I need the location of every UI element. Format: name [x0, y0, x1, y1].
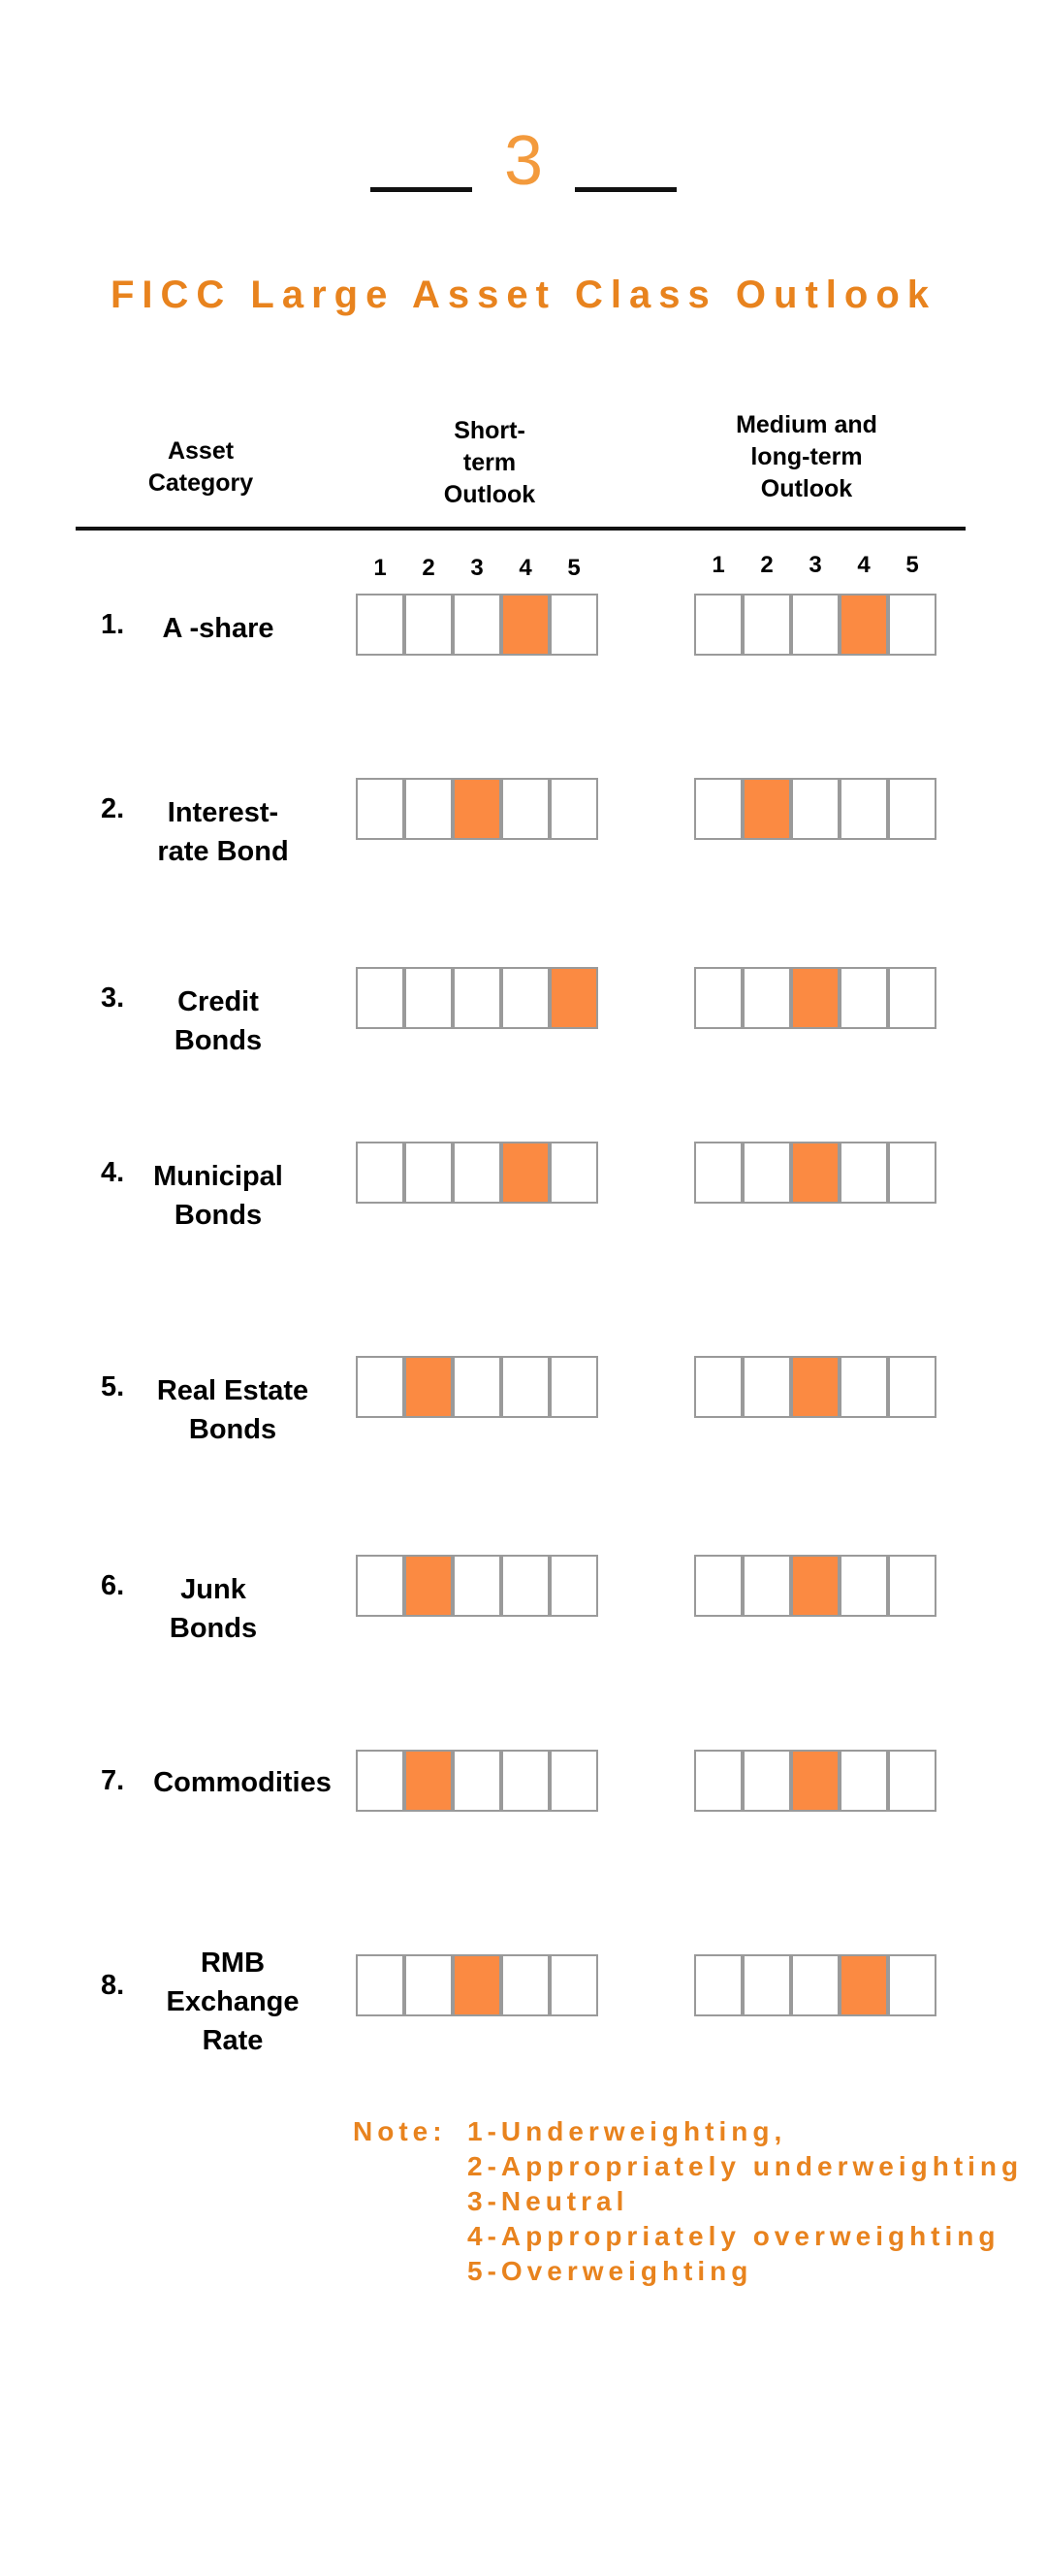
medium-long-term-rating-box: [840, 1555, 888, 1617]
medium-long-term-rating-box: [791, 967, 840, 1029]
medium-long-term-rating-box: [840, 1750, 888, 1812]
section-number: 3: [503, 122, 544, 200]
row-number: 1.: [101, 609, 125, 640]
medium-long-term-rating-box: [791, 594, 840, 656]
medium-long-term-rating-box: [694, 594, 743, 656]
scale-number: 1: [712, 552, 725, 578]
scale-number: 3: [470, 555, 484, 581]
medium-long-term-rating-box: [888, 1954, 936, 2016]
medium-long-term-rating-box: [743, 778, 791, 840]
short-term-rating-box: [501, 967, 550, 1029]
short-term-rating-box: [356, 1142, 404, 1204]
header-medium-long-term-outlook: Medium and long-term Outlook: [736, 411, 877, 502]
row-label: Municipal Bonds: [153, 1161, 283, 1231]
short-term-rating-box: [356, 1555, 404, 1617]
short-term-rating-box: [404, 594, 453, 656]
short-term-rating-box: [550, 1750, 598, 1812]
short-term-rating-box: [404, 1750, 453, 1812]
short-term-rating-box: [453, 594, 501, 656]
short-term-rating-box: [453, 1750, 501, 1812]
short-term-rating-box: [404, 1142, 453, 1204]
row-label: Commodities: [153, 1767, 332, 1798]
medium-long-term-rating-box: [888, 1750, 936, 1812]
row-number: 5.: [101, 1371, 125, 1402]
medium-long-term-rating-box: [888, 778, 936, 840]
short-term-rating-box: [501, 1555, 550, 1617]
medium-long-term-rating-box: [791, 1142, 840, 1204]
medium-long-term-rating-box: [791, 1954, 840, 2016]
short-term-rating-box: [501, 778, 550, 840]
note-line-1: 1-Underweighting,: [467, 2116, 787, 2146]
medium-long-term-rating-box: [888, 967, 936, 1029]
medium-long-term-rating-box: [840, 1356, 888, 1418]
short-term-rating-box: [550, 967, 598, 1029]
short-term-rating-box: [501, 1954, 550, 2016]
medium-long-term-rating-box: [743, 1142, 791, 1204]
medium-long-term-rating-box: [840, 967, 888, 1029]
scale-number: 1: [373, 555, 387, 581]
short-term-rating-box: [404, 967, 453, 1029]
medium-long-term-rating-box: [743, 594, 791, 656]
medium-long-term-rating-box: [791, 1750, 840, 1812]
short-term-rating-box: [550, 1954, 598, 2016]
medium-long-term-rating-box: [694, 1954, 743, 2016]
row-number: 2.: [101, 793, 125, 824]
short-term-rating-box: [501, 1750, 550, 1812]
short-term-rating-box: [501, 594, 550, 656]
row-number: 3.: [101, 982, 125, 1014]
medium-long-term-rating-box: [694, 1555, 743, 1617]
scale-number: 5: [905, 552, 919, 578]
scale-number: 2: [422, 555, 435, 581]
medium-long-term-rating-box: [694, 1142, 743, 1204]
medium-long-term-rating-box: [791, 778, 840, 840]
short-term-rating-box: [356, 1954, 404, 2016]
row-label: A -share: [162, 613, 274, 644]
short-term-rating-box: [356, 1750, 404, 1812]
row-label: Junk Bonds: [169, 1574, 258, 1644]
scale-number: 2: [760, 552, 774, 578]
medium-long-term-rating-box: [791, 1356, 840, 1418]
short-term-rating-box: [404, 778, 453, 840]
title-rule-right: [575, 187, 677, 192]
scale-number: 3: [809, 552, 822, 578]
note-line-4: 4-Appropriately overweighting: [467, 2221, 1000, 2251]
short-term-rating-box: [501, 1356, 550, 1418]
row-number: 7.: [101, 1765, 125, 1796]
header-short-term-outlook: Short- term Outlook: [443, 417, 536, 508]
row-number: 6.: [101, 1570, 125, 1601]
short-term-rating-box: [404, 1954, 453, 2016]
short-term-rating-box: [550, 594, 598, 656]
short-term-rating-box: [453, 1142, 501, 1204]
note-label: Note:: [353, 2116, 447, 2146]
short-term-rating-box: [356, 1356, 404, 1418]
short-term-rating-box: [453, 967, 501, 1029]
header-asset-category: Asset Category: [147, 437, 254, 497]
scale-number: 5: [567, 555, 581, 581]
short-term-rating-box: [550, 1142, 598, 1204]
medium-long-term-rating-box: [694, 1356, 743, 1418]
medium-long-term-rating-box: [743, 1750, 791, 1812]
note-lines: [467, 2114, 1023, 2289]
medium-long-term-rating-box: [840, 778, 888, 840]
medium-long-term-rating-box: [743, 1356, 791, 1418]
medium-long-term-rating-box: [840, 1142, 888, 1204]
row-number: 8.: [101, 1970, 125, 2001]
short-term-rating-box: [453, 1555, 501, 1617]
note-line-2: 2-Appropriately underweighting: [467, 2151, 1024, 2181]
scale-number: 4: [857, 552, 871, 578]
short-term-rating-box: [404, 1555, 453, 1617]
short-term-rating-box: [453, 1954, 501, 2016]
medium-long-term-rating-box: [694, 1750, 743, 1812]
short-term-rating-box: [356, 778, 404, 840]
medium-long-term-rating-box: [840, 1954, 888, 2016]
note-line-3: 3-Neutral: [467, 2186, 629, 2216]
short-term-rating-box: [356, 967, 404, 1029]
medium-long-term-rating-box: [888, 1356, 936, 1418]
short-term-rating-box: [453, 1356, 501, 1418]
medium-long-term-rating-box: [694, 778, 743, 840]
medium-long-term-rating-box: [743, 1954, 791, 2016]
row-number: 4.: [101, 1157, 125, 1188]
short-term-rating-box: [404, 1356, 453, 1418]
row-label: Real Estate Bonds: [156, 1375, 309, 1445]
medium-long-term-rating-box: [840, 594, 888, 656]
medium-long-term-rating-box: [743, 967, 791, 1029]
row-label: Interest- rate Bond: [157, 797, 289, 867]
short-term-rating-box: [550, 1356, 598, 1418]
header-rule: [76, 527, 966, 531]
medium-long-term-rating-box: [888, 1555, 936, 1617]
short-term-rating-box: [356, 594, 404, 656]
short-term-rating-box: [550, 1555, 598, 1617]
medium-long-term-rating-box: [791, 1555, 840, 1617]
row-label: RMB Exchange Rate: [166, 1948, 300, 2056]
medium-long-term-rating-box: [694, 967, 743, 1029]
page-title: FICC Large Asset Class Outlook: [111, 274, 936, 316]
row-label: Credit Bonds: [174, 986, 263, 1056]
note-line-5: 5-Overweighting: [467, 2256, 753, 2286]
medium-long-term-rating-box: [888, 1142, 936, 1204]
medium-long-term-rating-box: [743, 1555, 791, 1617]
medium-long-term-rating-box: [888, 594, 936, 656]
short-term-rating-box: [550, 778, 598, 840]
scale-number: 4: [519, 555, 532, 581]
short-term-rating-box: [501, 1142, 550, 1204]
short-term-rating-box: [453, 778, 501, 840]
